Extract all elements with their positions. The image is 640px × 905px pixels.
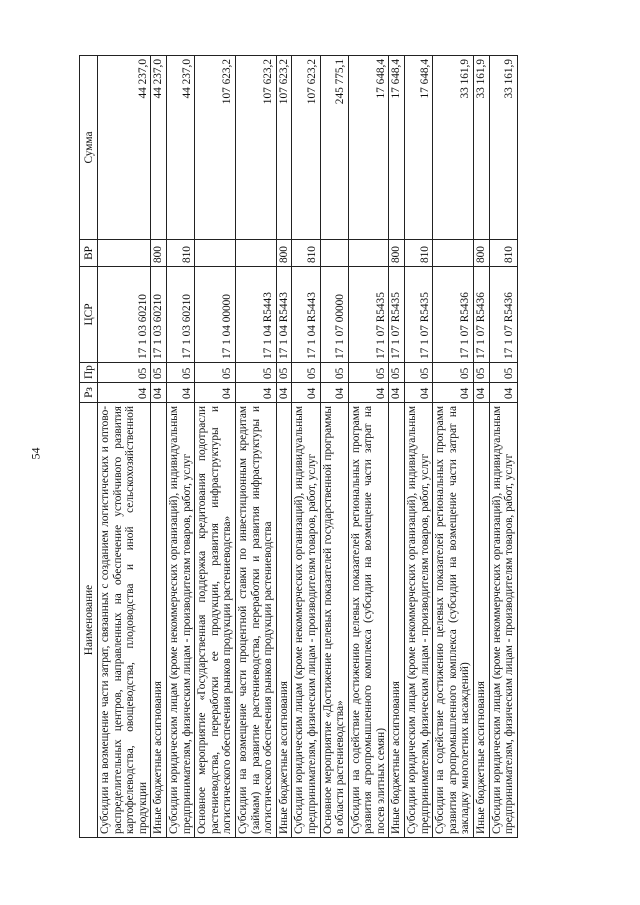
cell-sum: 17 648,4 <box>348 56 389 240</box>
cell-sum: 44 237,0 <box>151 56 167 240</box>
table-row <box>292 56 320 838</box>
cell-name: Субсидии юридическим лицам (кроме некоммерческих организаций), индивидуальным предпринимателям, физическим лицам - производителям товаров, работ, услуг <box>489 403 517 838</box>
cell-name: Субсидии на содействие достижению целевых показателей региональных программ развития агропромышленного комплекса (субсидии на возмещение части затрат на посев элитных семян) <box>348 403 389 838</box>
cell-csr: 17 1 07 R5435 <box>405 267 433 363</box>
table-row <box>276 56 292 838</box>
cell-rz: 04 <box>433 383 474 403</box>
cell-pr: 05 <box>489 363 517 383</box>
table-header-row <box>80 56 98 838</box>
cell-csr: 17 1 04 R5443 <box>276 267 292 363</box>
cell-rz: 04 <box>166 383 194 403</box>
cell-rz: 04 <box>98 383 151 403</box>
cell-rz: 04 <box>320 383 348 403</box>
cell-name: Субсидии юридическим лицам (кроме некоммерческих организаций), индивидуальным предпринимателям, физическим лицам - производителям товаров, работ, услуг <box>405 403 433 838</box>
header-pr: Пр <box>80 363 98 383</box>
cell-pr: 05 <box>320 363 348 383</box>
cell-sum: 17 648,4 <box>389 56 405 240</box>
cell-pr: 05 <box>98 363 151 383</box>
cell-csr: 17 1 07 R5436 <box>489 267 517 363</box>
cell-sum: 33 161,9 <box>433 56 474 240</box>
cell-vr: 800 <box>474 240 490 267</box>
cell-csr: 17 1 07 00000 <box>320 267 348 363</box>
cell-sum: 17 648,4 <box>405 56 433 240</box>
cell-name: Основное мероприятие «Достижение целевых показателей государственной программы в области растениеводства» <box>320 403 348 838</box>
table-row <box>235 56 276 838</box>
cell-vr <box>235 240 276 267</box>
rotated-table-container <box>79 56 547 838</box>
cell-csr: 17 1 04 R5443 <box>292 267 320 363</box>
cell-sum: 107 623,2 <box>235 56 276 240</box>
cell-csr: 17 1 07 R5436 <box>474 267 490 363</box>
cell-pr: 05 <box>292 363 320 383</box>
cell-pr: 05 <box>151 363 167 383</box>
cell-vr <box>320 240 348 267</box>
table-row <box>320 56 348 838</box>
cell-vr: 800 <box>151 240 167 267</box>
cell-vr: 810 <box>166 240 194 267</box>
header-csr: ЦСР <box>80 267 98 363</box>
cell-pr: 05 <box>276 363 292 383</box>
table-row <box>405 56 433 838</box>
cell-name: Иные бюджетные ассигнования <box>276 403 292 838</box>
cell-pr: 05 <box>348 363 389 383</box>
cell-csr: 17 1 03 60210 <box>166 267 194 363</box>
cell-rz: 04 <box>235 383 276 403</box>
header-rz: Рз <box>80 383 98 403</box>
cell-vr <box>98 240 151 267</box>
cell-rz: 04 <box>405 383 433 403</box>
cell-csr: 17 1 03 60210 <box>98 267 151 363</box>
cell-sum: 107 623,2 <box>292 56 320 240</box>
cell-pr: 05 <box>389 363 405 383</box>
table-row <box>348 56 389 838</box>
table-row <box>433 56 474 838</box>
cell-pr: 05 <box>235 363 276 383</box>
table-row <box>389 56 405 838</box>
cell-pr: 05 <box>195 363 236 383</box>
cell-vr <box>195 240 236 267</box>
cell-rz: 04 <box>151 383 167 403</box>
table-row <box>166 56 194 838</box>
table-row <box>98 56 151 838</box>
page-number <box>30 446 42 461</box>
cell-rz: 04 <box>474 383 490 403</box>
cell-rz: 04 <box>489 383 517 403</box>
cell-rz: 04 <box>389 383 405 403</box>
header-vr: ВР <box>80 240 98 267</box>
cell-name: Субсидии на возмещение части затрат, связанных с созданием логистических и оптово-распределительных центров, направленных на обеспечение устойчивого развития картофелеводства, овощеводства, плодоводства и иной сельскохозяйственной продукции <box>98 403 151 838</box>
cell-pr: 05 <box>433 363 474 383</box>
table-row <box>151 56 167 838</box>
header-sum: Сумма <box>80 56 98 240</box>
cell-sum: 107 623,2 <box>195 56 236 240</box>
cell-sum: 33 161,9 <box>474 56 490 240</box>
cell-vr <box>348 240 389 267</box>
cell-csr: 17 1 07 R5435 <box>348 267 389 363</box>
cell-sum: 33 161,9 <box>489 56 517 240</box>
cell-rz: 04 <box>292 383 320 403</box>
cell-sum: 107 623,2 <box>276 56 292 240</box>
cell-rz: 04 <box>276 383 292 403</box>
cell-vr: 800 <box>276 240 292 267</box>
table-row <box>195 56 236 838</box>
cell-rz: 04 <box>348 383 389 403</box>
page-number-text: 54 <box>28 447 43 460</box>
cell-vr: 810 <box>489 240 517 267</box>
cell-name: Субсидии юридическим лицам (кроме некоммерческих организаций), индивидуальным предпринимателям, физическим лицам - производителям товаров, работ, услуг <box>292 403 320 838</box>
cell-sum: 44 237,0 <box>98 56 151 240</box>
cell-vr <box>433 240 474 267</box>
header-name: Наименование <box>80 403 98 838</box>
cell-csr: 17 1 07 R5435 <box>389 267 405 363</box>
cell-name: Основное мероприятие «Государственная поддержка кредитования подотрасли растениеводства, переработки ее продукции, развития инфраструктуры и логистического обеспечения рынков продукции растениеводства» <box>195 403 236 838</box>
cell-csr: 17 1 04 R5443 <box>235 267 276 363</box>
cell-name: Иные бюджетные ассигнования <box>389 403 405 838</box>
cell-csr: 17 1 07 R5436 <box>433 267 474 363</box>
cell-name: Субсидии юридическим лицам (кроме некоммерческих организаций), индивидуальным предпринимателям, физическим лицам - производителям товаров, работ, услуг <box>166 403 194 838</box>
cell-pr: 05 <box>166 363 194 383</box>
cell-csr: 17 1 03 60210 <box>151 267 167 363</box>
cell-pr: 05 <box>474 363 490 383</box>
cell-name: Субсидии на возмещение части процентной ставки по инвестиционным кредитам (займам) на развитие растениеводства, переработки и развития инфраструктуры и логистического обеспечения рынков продукции растениеводства <box>235 403 276 838</box>
budget-table <box>79 55 518 838</box>
cell-name: Иные бюджетные ассигнования <box>151 403 167 838</box>
table-row <box>489 56 517 838</box>
cell-sum: 44 237,0 <box>166 56 194 240</box>
table-body <box>98 56 518 838</box>
cell-name: Иные бюджетные ассигнования <box>474 403 490 838</box>
cell-pr: 05 <box>405 363 433 383</box>
cell-vr: 800 <box>389 240 405 267</box>
cell-vr: 810 <box>405 240 433 267</box>
cell-vr: 810 <box>292 240 320 267</box>
cell-csr: 17 1 04 00000 <box>195 267 236 363</box>
table-row <box>474 56 490 838</box>
cell-rz: 04 <box>195 383 236 403</box>
cell-sum: 245 775,1 <box>320 56 348 240</box>
cell-name: Субсидии на содействие достижению целевых показателей региональных программ развития агропромышленного комплекса (субсидии на возмещение части затрат на закладку многолетних насаждений) <box>433 403 474 838</box>
